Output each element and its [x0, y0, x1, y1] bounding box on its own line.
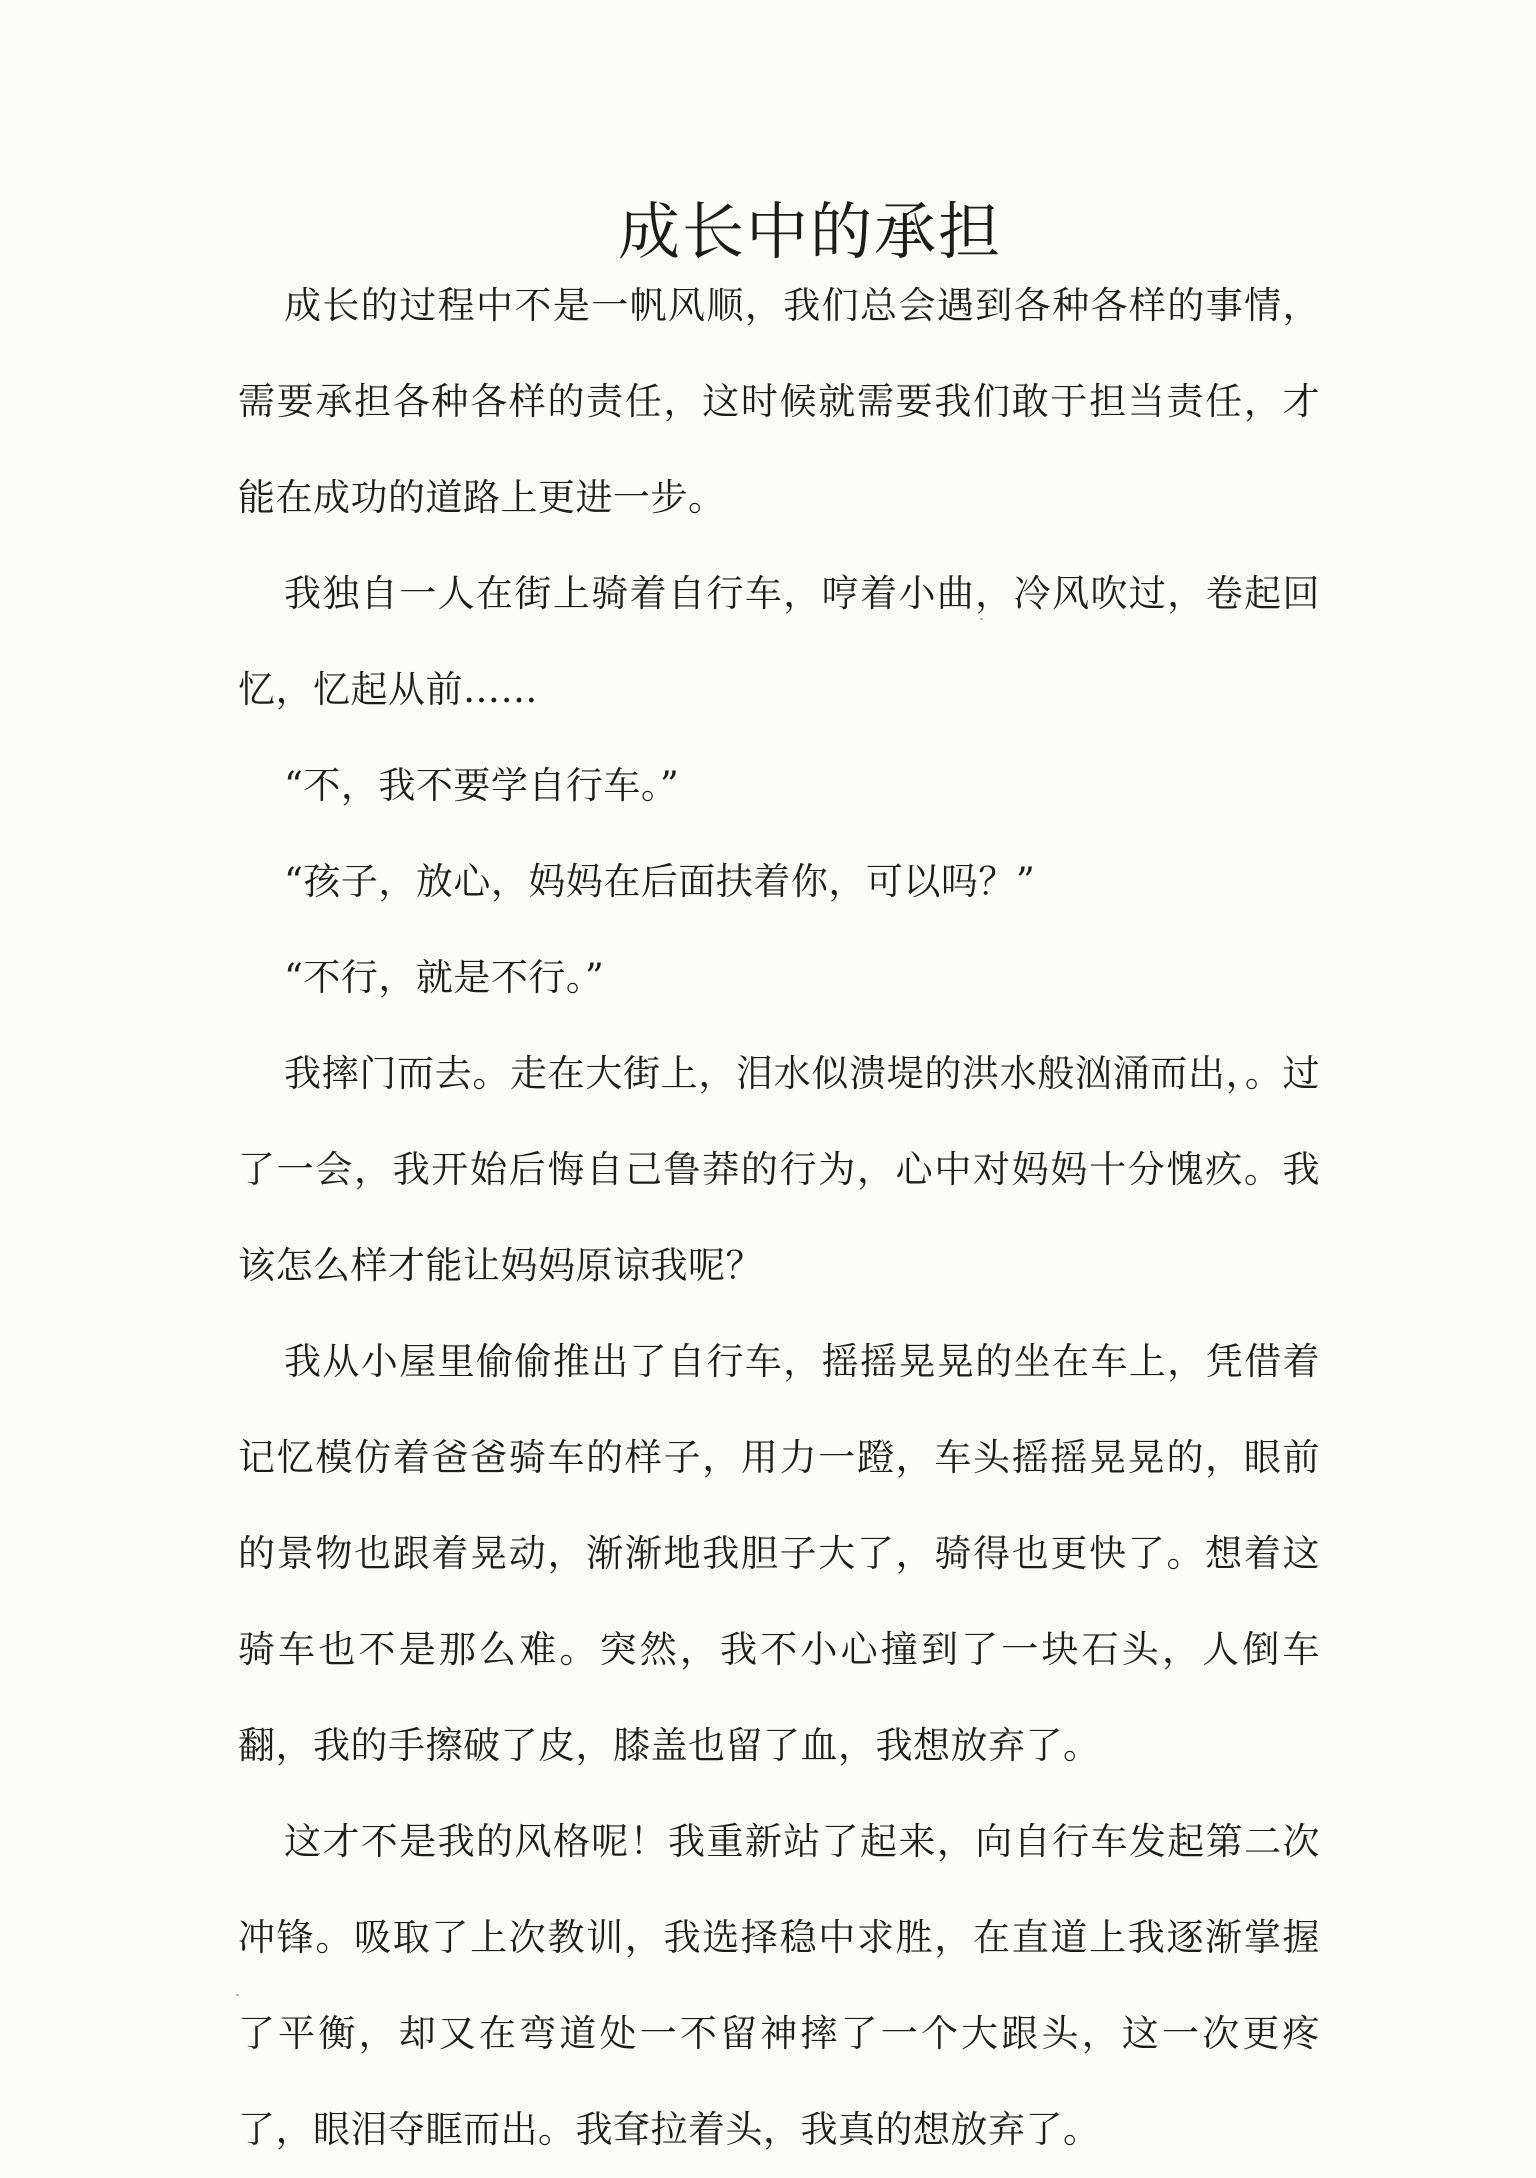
paper-speck — [236, 1994, 239, 1996]
paragraph-second-try: 这才不是我的风格呢！我重新站了起来，向自行车发起第二次冲锋。吸取了上次教训，我选择稳中求胜，在直道上我逐渐掌握了平衡，却又在弯道处一不留神摔了一个大跟头，这一次更疼了，眼泪夺眶而出。我耷拉着头，我真的想放弃了。 — [238, 1820, 1320, 2151]
page-title: 成长中的承担 — [617, 195, 1002, 268]
paragraph-intro: 成长的过程中不是一帆风顺，我们总会遇到各种各样的事情，需要承担各种各样的责任，这时候就需要我们敢于担当责任，才能在成功的道路上更进一步。 — [238, 284, 1320, 519]
paper-speck — [980, 618, 983, 620]
paragraph-first-try: 我从小屋里偷偷推出了自行车，摇摇晃晃的坐在车上，凭借着记忆模仿着爸爸骑车的样子，用力一蹬，车头摇摇晃晃的，眼前的景物也跟着晃动，渐渐地我胆子大了，骑得也更快了。想着这骑车也不是那么难。突然，我不小心撞到了一块石头，人倒车翻，我的手擦破了皮，膝盖也留了血，我想放弃了。 — [238, 1340, 1320, 1767]
paragraph-regret: 我摔门而去。走在大街上，泪水似溃堤的洪水般汹涌而出，。过了一会，我开始后悔自己鲁莽的行为，心中对妈妈十分愧疚。我该怎么样才能让妈妈原谅我呢？ — [238, 1052, 1320, 1287]
document-body — [238, 258, 1320, 2178]
dialog-line-refuse: “不，我不要学自行车。” — [284, 764, 680, 807]
dialog-line-mother: “孩子，放心，妈妈在后面扶着你，可以吗？” — [284, 860, 1036, 903]
paragraph-riding: 我独自一人在街上骑着自行车，哼着小曲，冷风吹过，卷起回忆，忆起从前…… — [238, 572, 1320, 711]
dialog-line-no: “不行，就是不行。” — [284, 956, 605, 999]
